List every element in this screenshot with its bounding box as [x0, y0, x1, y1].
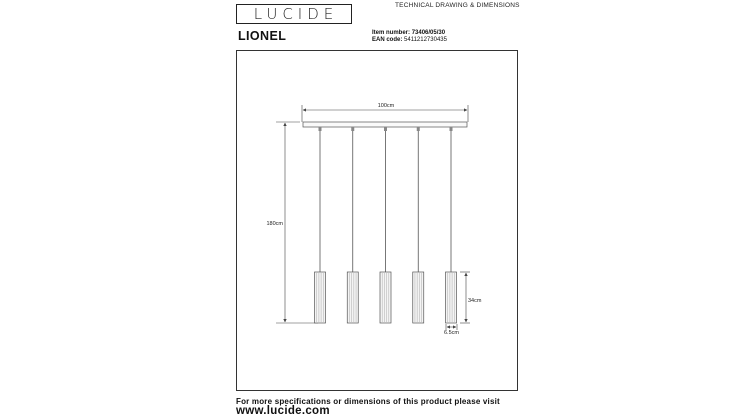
shade-diameter-label: 6.5cm	[444, 330, 459, 336]
cable-holder	[450, 127, 453, 131]
cable-holder	[417, 127, 420, 131]
height-dimension	[266, 122, 318, 323]
pendant-shade	[413, 272, 424, 323]
brand-logo-text: LUCIDE	[253, 5, 339, 23]
pendant-group	[315, 127, 457, 323]
item-number-label: Item number:	[372, 30, 411, 36]
product-name: LIONEL	[238, 29, 287, 43]
pendant-shade	[315, 272, 326, 323]
shade-diameter-dimension	[444, 324, 459, 336]
ean-value: 5411212730435	[404, 37, 447, 43]
shade-height-dimension	[460, 272, 482, 323]
pendant-3	[380, 127, 391, 323]
pendant-4	[413, 127, 424, 323]
width-label: 100cm	[377, 103, 395, 109]
item-number-value: 73406/05/30	[411, 30, 446, 36]
pendant-shade	[347, 272, 358, 323]
pendant-5	[446, 127, 457, 323]
cable-holder	[351, 127, 354, 131]
website-link[interactable]: www.lucide.com	[236, 405, 330, 417]
cable-holder	[319, 127, 322, 131]
shade-height-label: 34cm	[468, 298, 482, 304]
cable-holder	[384, 127, 387, 131]
pendant-shade	[446, 272, 457, 323]
more-info-text: For more specifications or dimensions of this product please visit	[236, 397, 500, 406]
pendant-2	[347, 127, 358, 323]
pendant-shade	[380, 272, 391, 323]
ean-label: EAN code:	[372, 37, 403, 43]
height-label: 180cm	[266, 221, 283, 227]
width-dimension	[302, 103, 468, 122]
pendant-1	[315, 127, 326, 323]
ceiling-canopy	[303, 122, 467, 127]
document-title: TECHNICAL DRAWING & DIMENSIONS	[395, 2, 520, 9]
